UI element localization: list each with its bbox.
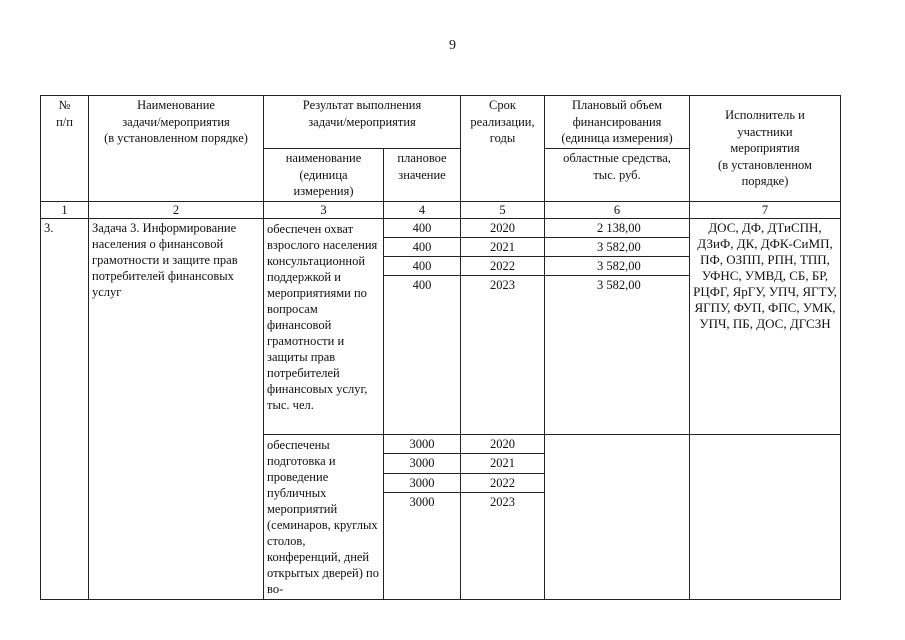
table-row	[41, 218, 841, 237]
header-col-result-plan: плановое значение	[384, 149, 461, 202]
result-name: обеспечен охват взрослого населения консультационной поддержкой и мероприятиями по вопросам финансовой грамотности и защиты прав потребителей финансовых услуг, тыс. чел.	[264, 218, 384, 434]
index-cell: 5	[461, 201, 545, 218]
plan-value: 400	[384, 256, 461, 275]
index-cell: 4	[384, 201, 461, 218]
finance-value	[545, 434, 690, 599]
result-name: обеспечены подготовка и проведение публичных мероприятий (семинаров, круглых столов, конференций, дней открытых дверей) по во-	[264, 434, 384, 599]
header-col-num: № п/п	[41, 96, 89, 202]
plan-value: 3000	[384, 493, 461, 599]
year-value: 2021	[461, 237, 545, 256]
document-table	[40, 95, 841, 600]
plan-value: 3000	[384, 434, 461, 454]
index-cell: 3	[264, 201, 384, 218]
plan-value: 3000	[384, 454, 461, 474]
header-col-result: Результат выполнения задачи/мероприятия	[264, 96, 461, 149]
index-row	[41, 201, 841, 218]
index-cell: 1	[41, 201, 89, 218]
index-cell: 7	[690, 201, 841, 218]
finance-value: 3 582,00	[545, 256, 690, 275]
row-number: 3.	[41, 218, 89, 599]
header-col-finance: Плановый объем финансирования (единица измерения)	[545, 96, 690, 149]
header-col-term: Срок реализации, годы	[461, 96, 545, 202]
header-col-name: Наименование задачи/мероприятия (в установленном порядке)	[89, 96, 264, 202]
index-cell: 2	[89, 201, 264, 218]
header-col-result-name: наименование (единица измерения)	[264, 149, 384, 202]
plan-value: 400	[384, 275, 461, 294]
year-value: 2020	[461, 434, 545, 454]
finance-value: 3 582,00	[545, 275, 690, 294]
year-value: 2022	[461, 473, 545, 493]
executors: ДОС, ДФ, ДТиСПН, ДЗиФ, ДК, ДФК-СиМП, ПФ, ОЗПП, РПН, ТПП, УФНС, УМВД, СБ, БР, РЦФГ, ЯрГУ, УПЧ, ЯГТУ, ЯГПУ, ФУП, ФПС, УМК, УПЧ, ПБ, ДОС, ДГСЗН	[690, 218, 841, 434]
header-col-executor: Исполнитель и участники мероприятия (в установленном порядке)	[690, 96, 841, 202]
year-value: 2020	[461, 218, 545, 237]
plan-value: 3000	[384, 473, 461, 493]
finance-value: 2 138,00	[545, 218, 690, 237]
plan-value: 400	[384, 218, 461, 237]
header-row-1	[41, 96, 841, 149]
page-number: 9	[449, 38, 456, 53]
year-value: 2023	[461, 493, 545, 599]
year-value: 2021	[461, 454, 545, 474]
header-col-finance-sub: областные средства, тыс. руб.	[545, 149, 690, 202]
year-value: 2022	[461, 256, 545, 275]
plan-value: 400	[384, 237, 461, 256]
executors-continued	[690, 434, 841, 599]
finance-value: 3 582,00	[545, 237, 690, 256]
year-value: 2023	[461, 275, 545, 294]
index-cell: 6	[545, 201, 690, 218]
task-name: Задача 3. Информирование населения о финансовой грамотности и защите прав потребителей финансовых услуг	[89, 218, 264, 599]
